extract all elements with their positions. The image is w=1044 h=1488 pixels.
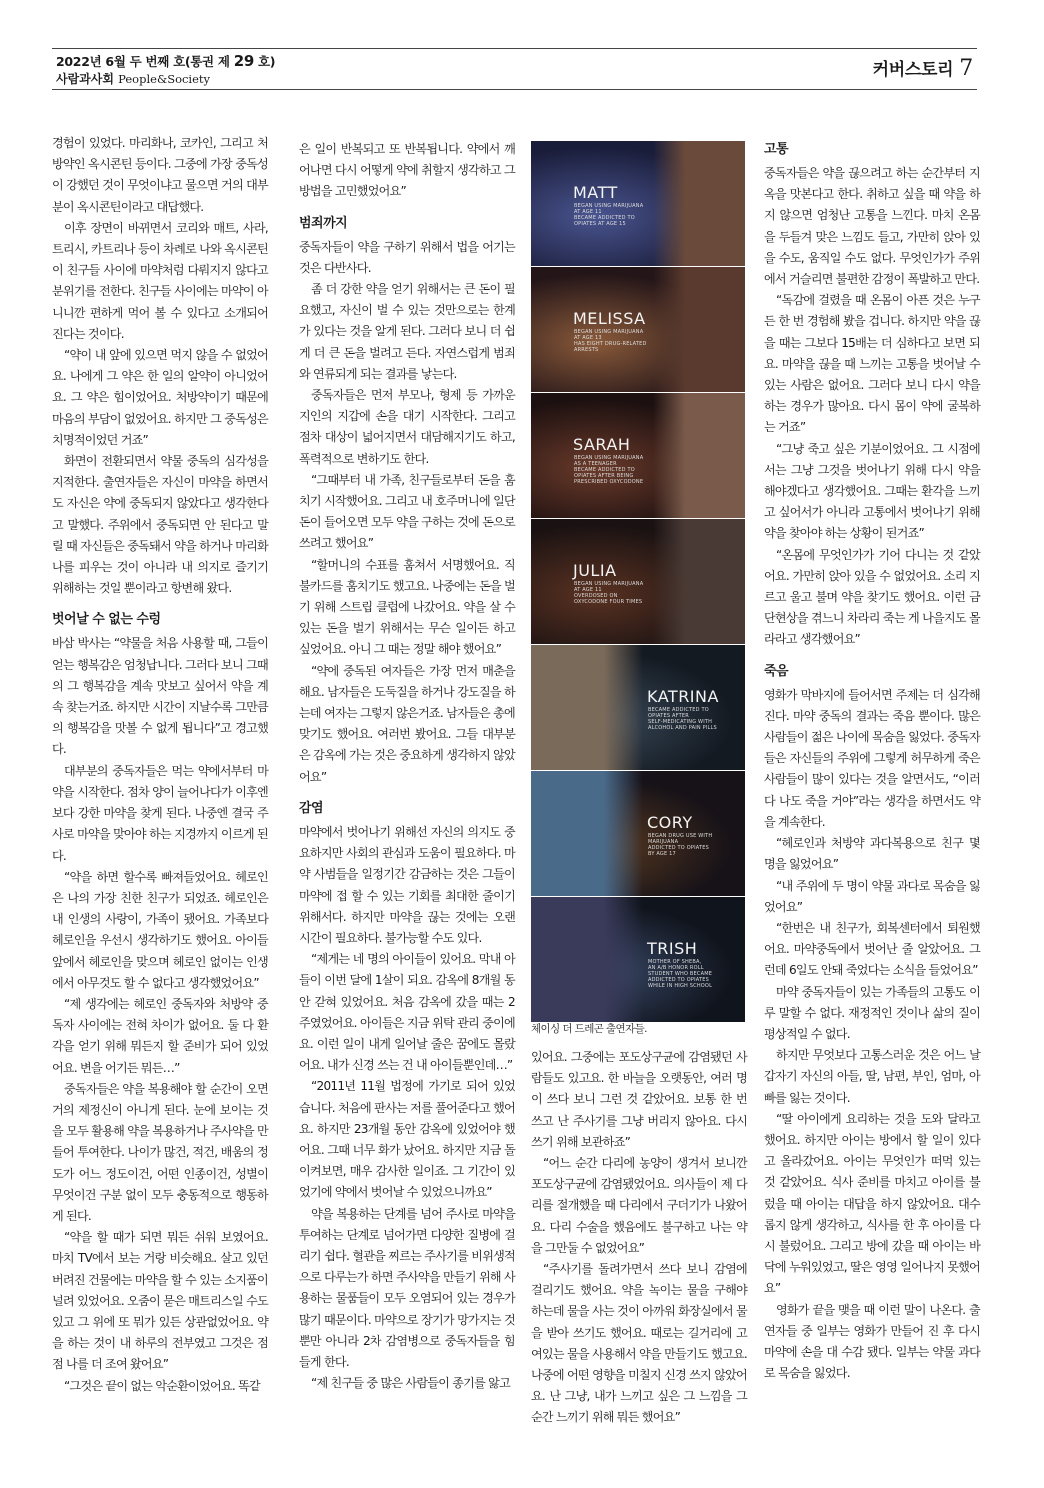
section-title: 커버스토리 bbox=[872, 60, 954, 80]
paragraph: “제 생각에는 헤로인 중독자와 처방약 중독자 사이에는 전혀 차이가 없어요. 둘 다 환각을 얻기 위해 뭐든지 할 준비가 되어 있었어요. 변을 어기든 뭐든…” bbox=[52, 996, 268, 1075]
paragraph: 영화가 막바지에 들어서면 주제는 더 심각해 진다. 마약 중독의 결과는 죽음 뿐이다. 많은 사람들이 젊은 나이에 목숨을 잃었다. 중독자들은 자신들의 주위에 그렇게 허무하게 죽은 사람들이 많이 있다는 것을 알면서도, “이러다 나도 죽을 거야”라는 생각을 하면서도 약을 계속한다. bbox=[764, 687, 980, 829]
paragraph: “약이 내 앞에 있으면 먹지 않을 수 없었어요. 나에게 그 약은 한 일의 알약이 아니었어요. 그 약은 힘이었어요. 처방약이기 때문에 마음의 부담이 없었어요. 하지만 그 중독성은 치명적이었던 거죠” bbox=[52, 348, 268, 447]
paragraph: 중독자들은 먼저 부모나, 형제 등 가까운 지인의 지갑에 손을 대기 시작한다. 그리고 점차 대상이 넓어지면서 대담해지기도 하고, 폭력적으로 변하기도 한다. bbox=[299, 388, 515, 466]
paragraph: 대부분의 중독자들은 먹는 약에서부터 마약을 시작한다. 점차 양이 늘어나다가 이후엔 보다 강한 마약을 찾게 된다. 나중엔 결국 주사로 마약을 맞아야 하는 지경까지 이르게 된다. bbox=[52, 763, 268, 863]
paragraph: “할머니의 수표를 훔쳐서 서명했어요. 직불카드를 훔치기도 했고요. 나중에는 돈을 벌기 위해 스트립 클럽에 나갔어요. 약을 살 수 있는 돈을 벌기 위해서는 무슨 일이든 하고 싶었어요. 아니 그 때는 정말 해야 했어요” bbox=[299, 557, 515, 657]
paragraph: “약을 할 때가 되면 뭐든 쉬워 보였어요. 마치 TV에서 보는 거랑 비슷해요. 살고 있던 버려진 건물에는 마약을 할 수 있는 소지품이 널려 있었어요. 오줌이 묻은 매트리스일 수도 있고 그 위에 또 뭐가 있든 상관없었어요. 약을 하는 것이 내 하루의 전부였고 그것은 점점 나를 더 조여 왔어요” bbox=[52, 1230, 268, 1372]
section-heading: 죽음 bbox=[764, 663, 789, 679]
paragraph: “2011년 11월 법정에 가기로 되어 있었습니다. 처음에 판사는 저를 풀어준다고 했어요. 하지만 23개월 동안 감옥에 있었어야 했어요. 그때 너무 화가 났어요. 하지만 지금 돌이켜보면, 매우 감사한 일이죠. 그 기간이 있었기에 약에서 벗어날 수 있었으니까요” bbox=[299, 1079, 515, 1200]
publisher-line bbox=[56, 70, 210, 87]
paragraph: “헤로인과 처방약 과다복용으로 친구 몇 명을 잃었어요” bbox=[764, 836, 980, 872]
paragraph: 바삼 박사는 “약물을 처음 사용할 때, 그들이 얻는 행복감은 엄청납니다. 그러다 보니 그때의 그 행복감을 계속 맛보고 싶어서 약을 계속 찾는거죠. 하지만 시간이 지날수록 그만큼의 행복감을 맛볼 수 없게 됩니다”고 경고했다. bbox=[52, 636, 268, 757]
cast-caption: BEGAN USING MARIJUANA AS A TEENAGER BECAME ADDICTED TO OPIATES AFTER BEING PRESCRIBED OXYCODONE bbox=[574, 455, 644, 485]
cast-name: KATRINA bbox=[647, 687, 719, 706]
paragraph: 하지만 무엇보다 고통스러운 것은 어느 날 갑자기 자신의 아들, 딸, 남편, 부인, 엄마, 아빠를 잃는 것이다. bbox=[764, 1048, 980, 1105]
cast-caption: BEGAN USING MARIJUANA AT AGE 13 HAS EIGHT DRUG-RELATED ARRESTS bbox=[574, 329, 647, 353]
publisher-name-en: People&Society bbox=[118, 72, 211, 86]
paragraph: 영화가 끝을 맺을 때 이런 말이 나온다. 출연자들 중 일부는 영화가 만들어 진 후 다시 마약에 손을 대 수감 됐다. 일부는 약물 과다로 목숨을 잃었다. bbox=[764, 1302, 980, 1381]
cast-caption: BEGAN USING MARIJUANA AT AGE 11 OVERDOSED ON OXYCODONE FOUR TIMES bbox=[574, 581, 644, 605]
cast-name: JULIA bbox=[573, 561, 617, 580]
paragraph: 있어요. 그중에는 포도상구균에 감염됐던 사람들도 있고요. 한 바늘을 오랫동안, 여러 명이 쓰다 보니 그런 것 같았어요. 보통 한 번 쓰고 난 주사기를 그냥 버리지 않아요. 다시 쓰기 위해 보관하죠” bbox=[531, 1050, 747, 1149]
paragraph: 경험이 있었다. 마리화나, 코카인, 그리고 처방약인 옥시콘틴 등이다. 그중에 가장 중독성이 강했던 것이 무엇이냐고 물으면 거의 대부분이 옥시콘틴이라고 대답했다. bbox=[52, 136, 268, 214]
paragraph: “한번은 내 친구가, 회복센터에서 퇴원했어요. 마약중독에서 벗어난 줄 알았어요. 그런데 6일도 안돼 죽었다는 소식을 들었어요” bbox=[764, 920, 980, 978]
cast-photo-cory bbox=[531, 771, 745, 896]
paragraph: “제게는 네 명의 아이들이 있어요. 막내 아들이 이번 달에 1살이 되요. 감옥에 8개월 동안 갇혀 있었어요. 처음 감옥에 갔을 때는 2주였었어요. 아이들은 지금 위탁 관리 중이에요. 이런 일이 내게 일어날 줄은 꿈에도 몰랐어요. 내가 신경 쓰는 건 내 아이들뿐인데…” bbox=[299, 952, 515, 1073]
article-column-3 bbox=[531, 1047, 747, 1429]
section-heading: 벗어날 수 없는 수렁 bbox=[52, 612, 161, 628]
paragraph: “그때부터 내 가족, 친구들로부터 돈을 훔치기 시작했어요. 그리고 내 호주머니에 일단 돈이 들어오면 모두 약을 구하는 것에 돈으로 쓰려고 했어요” bbox=[299, 472, 515, 551]
paragraph: 은 일이 반복되고 또 반복됩니다. 약에서 깨어나면 다시 어떻게 약에 취할지 생각하고 그 방법을 고민했었어요” bbox=[299, 142, 515, 199]
paragraph: “주사기를 돌려가면서 쓰다 보니 감염에 걸리기도 했어요. 약을 녹이는 물을 구해야 하는데 물을 사는 것이 아까워 화장실에서 물을 받아 쓰기도 했어요. 때로는 길거리에 고여있는 물을 사용해서 약을 만들기도 했고요. 나중에 어떤 영향을 미칠지 신경 쓰지 않았어요. 난 그냥, 내가 느끼고 싶은 그 느낌을 그 순간 느끼기 위해 뭐든 했어요” bbox=[531, 1262, 747, 1425]
paragraph: “약에 중독된 여자들은 가장 먼저 매춘을 해요. 남자들은 도둑질을 하거나 강도질을 하는데 여자는 그렇지 않은거죠. 남자들은 총에 맞기도 했어요. 여러번 봤어요. 그들 대부분은 감옥에 가는 것은 중요하게 생각하지 않았어요” bbox=[299, 663, 515, 784]
cast-name: MATT bbox=[573, 183, 618, 202]
cast-caption: BEGAN DRUG USE WITH MARIJUANA ADDICTED TO OPIATES BY AGE 17 bbox=[648, 833, 713, 857]
cast-name: SARAH bbox=[573, 435, 631, 454]
cast-photo-strip bbox=[531, 141, 745, 1023]
paragraph: “내 주위에 두 명이 약물 과다로 목숨을 잃었어요” bbox=[764, 878, 980, 914]
photo-caption: 체이싱 더 드레곤 출연자들. bbox=[531, 1023, 647, 1035]
paragraph: 좀 더 강한 약을 얻기 위해서는 큰 돈이 필요했고, 자신이 벌 수 있는 것만으로는 한계가 있다는 것을 알게 된다. 그러다 보니 더 쉽게 더 큰 돈을 벌려고 든다. 자연스럽게 범죄와 연류되게 되는 결과를 낳는다. bbox=[299, 282, 515, 381]
paragraph: “온몸에 무엇인가가 기어 다니는 것 같았어요. 가만히 앉아 있을 수 없었어요. 소리 지르고 울고 불며 약을 찾기도 했어요. 이런 금단현상을 겪느니 차라리 죽는 게 나을지도 몰라라고 생각했어요” bbox=[764, 547, 980, 647]
cast-name: MELISSA bbox=[573, 309, 646, 328]
section-heading: 감염 bbox=[299, 800, 324, 816]
paragraph: “어느 순간 다리에 농양이 생겨서 보니깐 포도상구균에 감염됐었어요. 의사들이 제 다리를 절개했을 때 다리에서 구더기가 나왔어요. 다리 수술을 했음에도 불구하고 나는 약을 그만둘 수 없었어요” bbox=[531, 1156, 747, 1255]
page-number: 7 bbox=[959, 56, 973, 81]
cast-name: CORY bbox=[647, 813, 693, 832]
cast-photo-melissa bbox=[531, 267, 745, 392]
paragraph: 중독자들이 약을 구하기 위해서 법을 어기는 것은 다반사다. bbox=[299, 239, 515, 275]
section-heading: 범죄까지 bbox=[299, 215, 348, 231]
publisher-name: 사람과사회 bbox=[56, 72, 114, 86]
paragraph: 이후 장면이 바뀌면서 코리와 매트, 사라, 트리시, 카트리나 등이 차례로 나와 옥시콘틴이 친구들 사이에 마약처럼 다뤄지지 않다고 분위기를 전한다. 친구들 사이에는 마약이 아니니깐 편하게 먹어 볼 수 있다고 소개되어 진다는 것이다. bbox=[52, 220, 268, 341]
paragraph: “제 친구들 중 많은 사람들이 종기를 앓고 bbox=[311, 1376, 511, 1391]
cast-photo-matt bbox=[531, 141, 745, 266]
paragraph: 화면이 전환되면서 약물 중독의 심각성을 지적한다. 출연자들은 자신이 마약을 하면서도 자신은 약에 중독되지 않았다고 생각한다고 말했다. 주위에서 중독되면 안 된다고 말릴 때 자신들은 중독돼서 약을 하거나 마리화나를 피우는 것이 아니라 내 의지로 즐기기 위해하는 것일 뿐이라고 항변해 왔다. bbox=[52, 454, 268, 596]
paragraph: “그냥 죽고 싶은 기분이었어요. 그 시점에서는 그냥 그것을 벗어나기 위해 다시 약을 해야겠다고 생각했어요. 그때는 환각을 느끼고 싶어서가 아니라 고통에서 벗어나기 위해 약을 찾아야 하는 상황이 된거죠” bbox=[764, 441, 980, 541]
cast-photo-trish bbox=[531, 897, 745, 1022]
cast-caption: BEGAN USING MARIJUANA AT AGE 11 BECAME ADDICTED TO OPIATES AT AGE 15 bbox=[574, 203, 644, 227]
section-line bbox=[873, 55, 973, 81]
cast-photo-sarah bbox=[531, 393, 745, 518]
paragraph: “독감에 걸렸을 때 온몸이 아픈 것은 누구든 한 번 경험해 봤을 겁니다. 하지만 약을 끊을 때는 그보다 15배는 더 심하다고 보면 되요. 마약을 끊을 때 느끼는 고통을 벗어날 수 있는 사람은 없어요. 그러다 보니 다시 약을 하는 경우가 많아요. 다시 몸이 약에 굴복하는 거죠” bbox=[764, 293, 980, 435]
issue-prefix: 2022년 6월 두 번째 호(통권 제 bbox=[56, 54, 234, 69]
paragraph: “그것은 끝이 없는 악순환이었어요. 똑같 bbox=[64, 1378, 260, 1393]
cast-caption: MOTHER OF SHEBA, AN A/B HONOR ROLL STUDENT WHO BECAME ADDICTED TO OPIATES WHILE IN HIGH SCHOOL bbox=[648, 959, 713, 989]
paragraph: “딸 아이에게 요리하는 것을 도와 달라고 했어요. 하지만 아이는 방에서 할 일이 있다고 올라갔어요. 아이는 무엇인가 떠먹 있는 것 같았어요. 식사 준비를 마치고 아이를 불렀을 때 아이는 대답을 하지 않았어요. 대수롭지 않게 생각하고, 식사를 한 후 아이를 다시 불렀어요. 그리고 방에 갔을 때 아이는 바닥에 누워있었고, 딸은 영영 일어나지 못했어요” bbox=[764, 1111, 980, 1296]
page-header bbox=[52, 48, 977, 90]
cast-photo-katrina bbox=[531, 645, 745, 770]
issue-suffix: 호) bbox=[253, 54, 276, 69]
section-heading: 고통 bbox=[764, 142, 789, 157]
issue-line bbox=[56, 52, 275, 70]
issue-number: 29 bbox=[233, 52, 254, 70]
paragraph: 마약에서 벗어나기 위해선 자신의 의지도 중요하지만 사회의 관심과 도움이 필요하다. 마약 사범들을 일정기간 감금하는 것은 그들이 마약에 접 할 수 있는 기회를 최대한 줄이기 위해서다. 하지만 마약을 끊는 것에는 오랜 시간이 필요하다. 불가능할 수도 있다. bbox=[299, 824, 515, 945]
article-column-2 bbox=[299, 139, 515, 1394]
article-column-4 bbox=[764, 139, 980, 1384]
paragraph: 마약 중독자들이 있는 가족들의 고통도 이루 말할 수 없다. 재정적인 것이나 삶의 질이 평상적일 수 없다. bbox=[764, 984, 980, 1041]
cast-name: TRISH bbox=[647, 939, 698, 958]
cast-photo-julia bbox=[531, 519, 745, 644]
paragraph: “약을 하면 할수록 빠져들었어요. 헤로인은 나의 가장 친한 친구가 되었죠. 헤로인은 내 인생의 사랑이, 가족이 됐어요. 가족보다 헤로인을 우선시 생각하기도 했어요. 아이들 앞에서 헤로인을 맞으며 헤로인 없이는 인생에서 아무것도 할 수 없다고 생각했었어요” bbox=[52, 869, 268, 990]
cast-caption: BECAME ADDICTED TO OPIATES AFTER SELF-MEDICATING WITH ALCOHOL AND PAIN PILLS bbox=[648, 707, 717, 731]
article-column-1 bbox=[52, 133, 268, 1397]
paragraph: 중독자들은 약을 끊으려고 하는 순간부터 지옥을 맛본다고 한다. 취하고 싶을 때 약을 하지 않으면 엄청난 고통을 느낀다. 마치 온몸을 두들겨 맞은 느낌도 들고, 가만히 앉아 있을 수도, 움직일 수도 없다. 무엇인가가 주위에서 거슬리면 불편한 감정이 폭발하고 만다. bbox=[764, 166, 980, 287]
paragraph: 약을 복용하는 단계를 넘어 주사로 마약을 투여하는 단계로 넘어가면 다양한 질병에 걸리기 쉽다. 혈관을 찌르는 주사기를 비위생적으로 다루는가 하면 주사약을 만들기 위해 사용하는 물품들이 모두 오염되어 있는 경우가 많기 때문이다. 마약으로 장기가 망가지는 것뿐만 아니라 2차 감염병으로 중독자들을 힘들게 한다. bbox=[299, 1206, 515, 1369]
paragraph: 중독자들은 약을 복용해야 할 순간이 오면 거의 제정신이 아니게 된다. 눈에 보이는 것을 모두 활용해 약을 복용하거나 주사약을 만들어 투여한다. 나이가 많건, 적건, 배움의 정도가 어느 정도이건, 어떤 인종이건, 성별이 무엇이건 구분 없이 모두 충동적으로 행동하게 된다. bbox=[52, 1081, 268, 1223]
